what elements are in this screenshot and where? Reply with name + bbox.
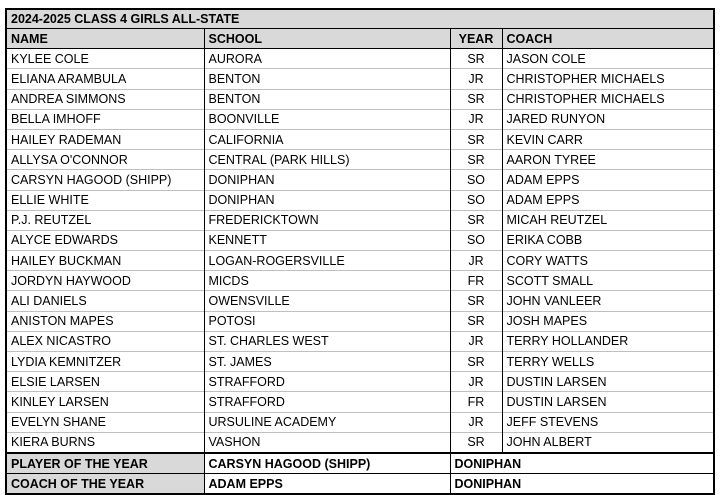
class-year: JR: [450, 251, 502, 271]
table-title: 2024-2025 CLASS 4 GIRLS ALL-STATE: [7, 10, 713, 29]
school-name: STRAFFORD: [204, 392, 450, 412]
school-name: CALIFORNIA: [204, 129, 450, 149]
coach-name: SCOTT SMALL: [502, 271, 713, 291]
school-name: BOONVILLE: [204, 109, 450, 129]
school-name: STRAFFORD: [204, 372, 450, 392]
table-row: [7, 210, 713, 230]
table-row: [7, 291, 713, 311]
school-name: CENTRAL (PARK HILLS): [204, 150, 450, 170]
table-row: [7, 150, 713, 170]
award-label: COACH OF THE YEAR: [7, 474, 204, 494]
school-name: VASHON: [204, 432, 450, 453]
header-school: SCHOOL: [204, 29, 450, 49]
header-year: YEAR: [450, 29, 502, 49]
table-row: [7, 230, 713, 250]
coach-name: CHRISTOPHER MICHAELS: [502, 69, 713, 89]
table-row: [7, 109, 713, 129]
class-year: SR: [450, 352, 502, 372]
award-school: DONIPHAN: [450, 474, 713, 494]
coach-name: TERRY WELLS: [502, 352, 713, 372]
table-row: [7, 89, 713, 109]
header-coach: COACH: [502, 29, 713, 49]
class-year: JR: [450, 372, 502, 392]
player-name: LYDIA KEMNITZER: [7, 352, 204, 372]
school-name: AURORA: [204, 49, 450, 69]
all-state-table: [7, 10, 713, 493]
header-name: NAME: [7, 29, 204, 49]
player-name: BELLA IMHOFF: [7, 109, 204, 129]
player-name: EVELYN SHANE: [7, 412, 204, 432]
award-row: [7, 453, 713, 474]
school-name: LOGAN-ROGERSVILLE: [204, 251, 450, 271]
coach-name: CORY WATTS: [502, 251, 713, 271]
school-name: DONIPHAN: [204, 190, 450, 210]
player-name: KIERA BURNS: [7, 432, 204, 453]
award-school: DONIPHAN: [450, 453, 713, 474]
coach-name: TERRY HOLLANDER: [502, 331, 713, 351]
player-name: ALYCE EDWARDS: [7, 230, 204, 250]
school-name: ST. JAMES: [204, 352, 450, 372]
player-name: ALLYSA O'CONNOR: [7, 150, 204, 170]
class-year: SR: [450, 311, 502, 331]
class-year: SR: [450, 291, 502, 311]
table-row: [7, 331, 713, 351]
coach-name: DUSTIN LARSEN: [502, 372, 713, 392]
school-name: FREDERICKTOWN: [204, 210, 450, 230]
class-year: JR: [450, 109, 502, 129]
player-name: JORDYN HAYWOOD: [7, 271, 204, 291]
award-winner: ADAM EPPS: [204, 474, 450, 494]
player-name: ALI DANIELS: [7, 291, 204, 311]
player-name: ELIANA ARAMBULA: [7, 69, 204, 89]
class-year: SR: [450, 129, 502, 149]
school-name: MICDS: [204, 271, 450, 291]
school-name: KENNETT: [204, 230, 450, 250]
player-name: KYLEE COLE: [7, 49, 204, 69]
coach-name: KEVIN CARR: [502, 129, 713, 149]
school-name: OWENSVILLE: [204, 291, 450, 311]
coach-name: AARON TYREE: [502, 150, 713, 170]
table-row: [7, 372, 713, 392]
player-name: ANISTON MAPES: [7, 311, 204, 331]
class-year: SO: [450, 190, 502, 210]
class-year: SR: [450, 49, 502, 69]
table-row: [7, 49, 713, 69]
table-row: [7, 392, 713, 412]
player-name: CARSYN HAGOOD (SHIPP): [7, 170, 204, 190]
coach-name: ADAM EPPS: [502, 190, 713, 210]
coach-name: MICAH REUTZEL: [502, 210, 713, 230]
player-name: ALEX NICASTRO: [7, 331, 204, 351]
class-year: SR: [450, 89, 502, 109]
player-name: ELSIE LARSEN: [7, 372, 204, 392]
player-name: HAILEY RADEMAN: [7, 129, 204, 149]
coach-name: JOSH MAPES: [502, 311, 713, 331]
class-year: SR: [450, 210, 502, 230]
coach-name: DUSTIN LARSEN: [502, 392, 713, 412]
coach-name: JASON COLE: [502, 49, 713, 69]
all-state-table-container: [5, 8, 715, 495]
table-row: [7, 69, 713, 89]
class-year: JR: [450, 69, 502, 89]
school-name: ST. CHARLES WEST: [204, 331, 450, 351]
column-header-row: [7, 29, 713, 49]
player-name: ELLIE WHITE: [7, 190, 204, 210]
award-label: PLAYER OF THE YEAR: [7, 453, 204, 474]
school-name: BENTON: [204, 69, 450, 89]
table-row: [7, 129, 713, 149]
school-name: POTOSI: [204, 311, 450, 331]
class-year: FR: [450, 271, 502, 291]
table-title-row: [7, 10, 713, 29]
class-year: FR: [450, 392, 502, 412]
school-name: URSULINE ACADEMY: [204, 412, 450, 432]
school-name: DONIPHAN: [204, 170, 450, 190]
table-row: [7, 271, 713, 291]
class-year: SR: [450, 150, 502, 170]
table-row: [7, 311, 713, 331]
coach-name: JARED RUNYON: [502, 109, 713, 129]
school-name: BENTON: [204, 89, 450, 109]
award-winner: CARSYN HAGOOD (SHIPP): [204, 453, 450, 474]
table-row: [7, 352, 713, 372]
coach-name: ERIKA COBB: [502, 230, 713, 250]
table-row: [7, 170, 713, 190]
class-year: SO: [450, 170, 502, 190]
class-year: JR: [450, 331, 502, 351]
table-row: [7, 190, 713, 210]
class-year: JR: [450, 412, 502, 432]
table-row: [7, 432, 713, 453]
coach-name: JOHN ALBERT: [502, 432, 713, 453]
table-row: [7, 251, 713, 271]
class-year: SO: [450, 230, 502, 250]
table-row: [7, 412, 713, 432]
player-name: ANDREA SIMMONS: [7, 89, 204, 109]
coach-name: ADAM EPPS: [502, 170, 713, 190]
player-name: P.J. REUTZEL: [7, 210, 204, 230]
coach-name: JOHN VANLEER: [502, 291, 713, 311]
player-name: KINLEY LARSEN: [7, 392, 204, 412]
coach-name: JEFF STEVENS: [502, 412, 713, 432]
class-year: SR: [450, 432, 502, 453]
player-name: HAILEY BUCKMAN: [7, 251, 204, 271]
coach-name: CHRISTOPHER MICHAELS: [502, 89, 713, 109]
